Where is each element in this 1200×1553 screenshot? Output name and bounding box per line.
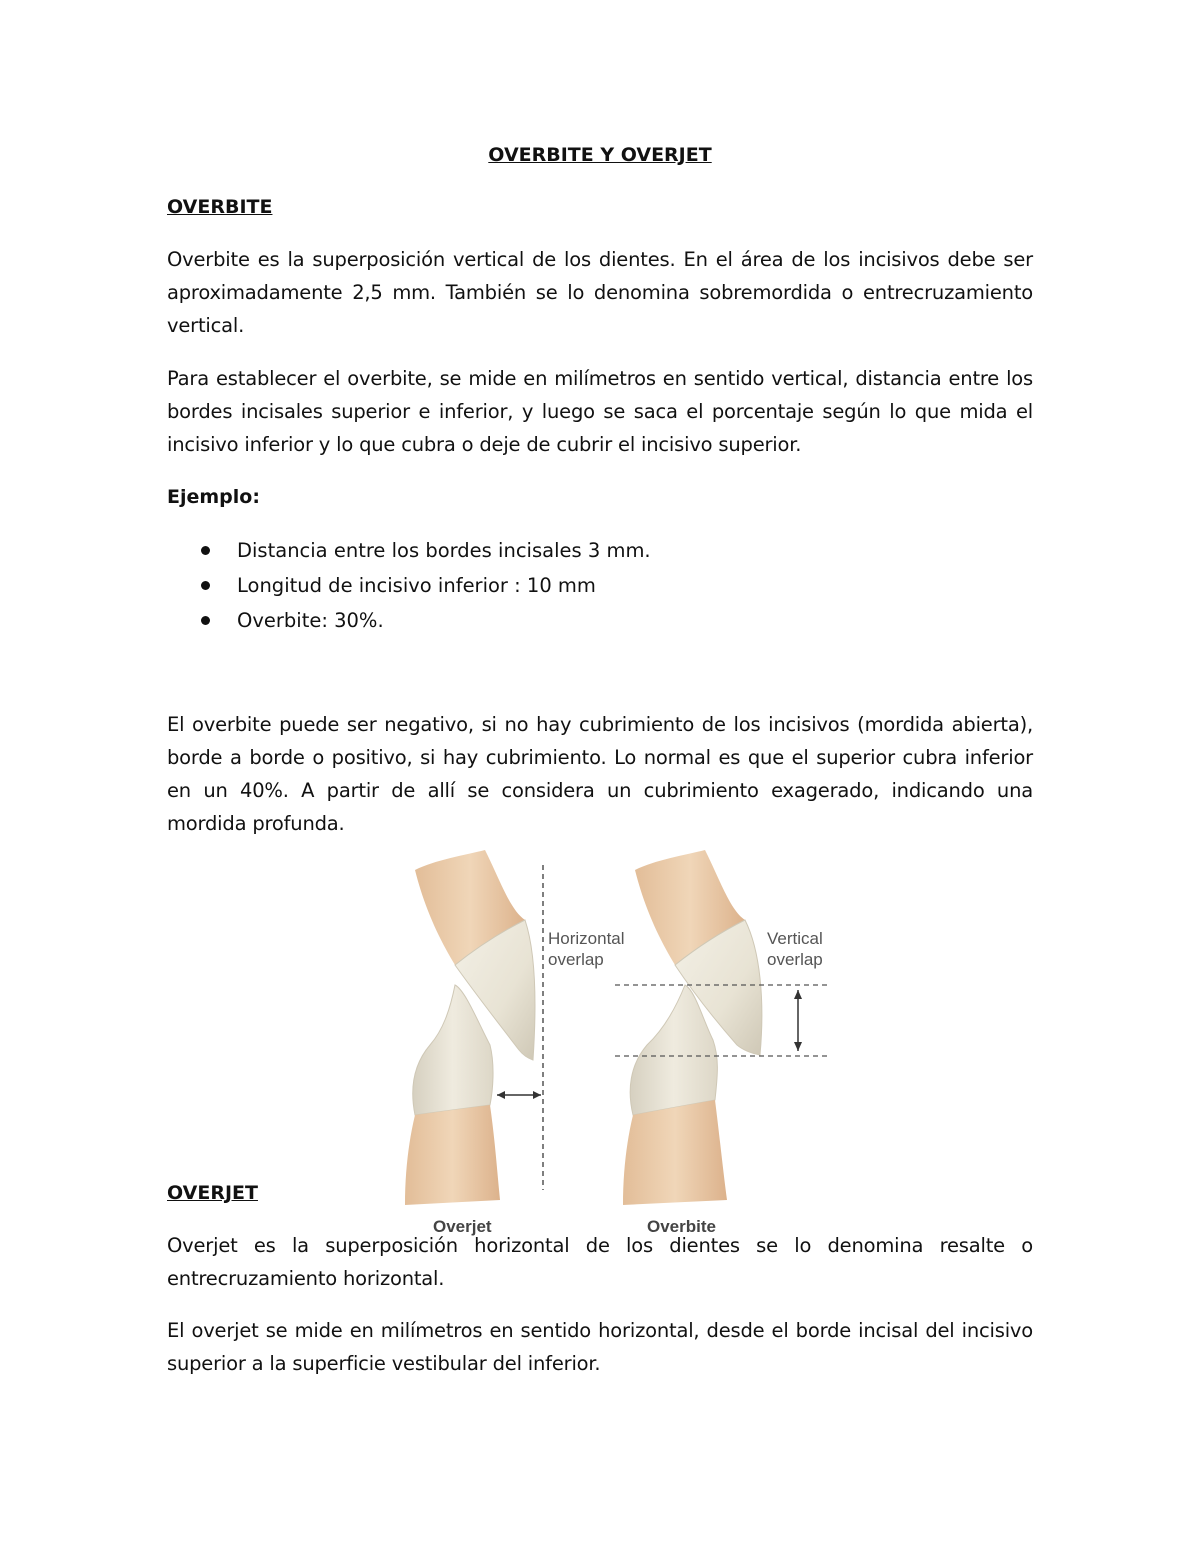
overbite-paragraph-1: Overbite es la superposición vertical de los dientes. En el área de los incisivos debe ser aproximadamente 2,5 mm. También se lo denomina sobremordida o entrecruzamiento vertical. <box>167 248 1033 337</box>
overjet-heading: OVERJET <box>167 1182 258 1204</box>
overbite-paragraph-2: Para establecer el overbite, se mide en milímetros en sentido vertical, distancia entre los bordes incisales superior e inferior, y luego se saca el porcentaje según lo que mida el incisivo inferior y lo que cubra o deje de cubrir el incisivo superior. <box>167 367 1033 456</box>
overjet-teeth <box>405 850 543 1205</box>
bullet-icon <box>201 581 210 590</box>
list-item: Overbite: 30%. <box>167 603 651 638</box>
horizontal-overlap-label-2: overlap <box>548 950 604 969</box>
teeth-overlap-illustration <box>395 850 840 1240</box>
overjet-paragraph-1: Overjet es la superposición horizontal de los dientes se lo denomina resalte o entrecruzamiento horizontal. <box>167 1234 1033 1290</box>
example-label: Ejemplo: <box>167 486 260 508</box>
teeth-overlap-figure <box>395 850 840 1240</box>
document-title: OVERBITE Y OVERJET <box>488 144 712 166</box>
overbite-caption: Overbite <box>647 1217 716 1236</box>
horizontal-overlap-label-1: Horizontal <box>548 929 625 948</box>
overjet-paragraph-2: El overjet se mide en milímetros en sentido horizontal, desde el borde incisal del incisivo superior a la superficie vestibular del inferior. <box>167 1319 1033 1375</box>
overjet-caption: Overjet <box>433 1217 492 1236</box>
list-item: Longitud de incisivo inferior : 10 mm <box>167 568 651 603</box>
bullet-icon <box>201 546 210 555</box>
vertical-overlap-label-1: Vertical <box>767 929 823 948</box>
vertical-overlap-label-2: overlap <box>767 950 823 969</box>
overbite-heading: OVERBITE <box>167 196 273 218</box>
list-item: Distancia entre los bordes incisales 3 mm. <box>167 533 651 568</box>
overbite-paragraph-3: El overbite puede ser negativo, si no hay cubrimiento de los incisivos (mordida abierta), borde a borde o positivo, si hay cubrimiento. Lo normal es que el superior cubra inferior en un 40%. A partir de allí se considera un cubrimiento exagerado, indicando una mordida profunda. <box>167 713 1033 835</box>
example-list <box>167 533 651 638</box>
overbite-teeth <box>615 850 827 1205</box>
bullet-icon <box>201 616 210 625</box>
